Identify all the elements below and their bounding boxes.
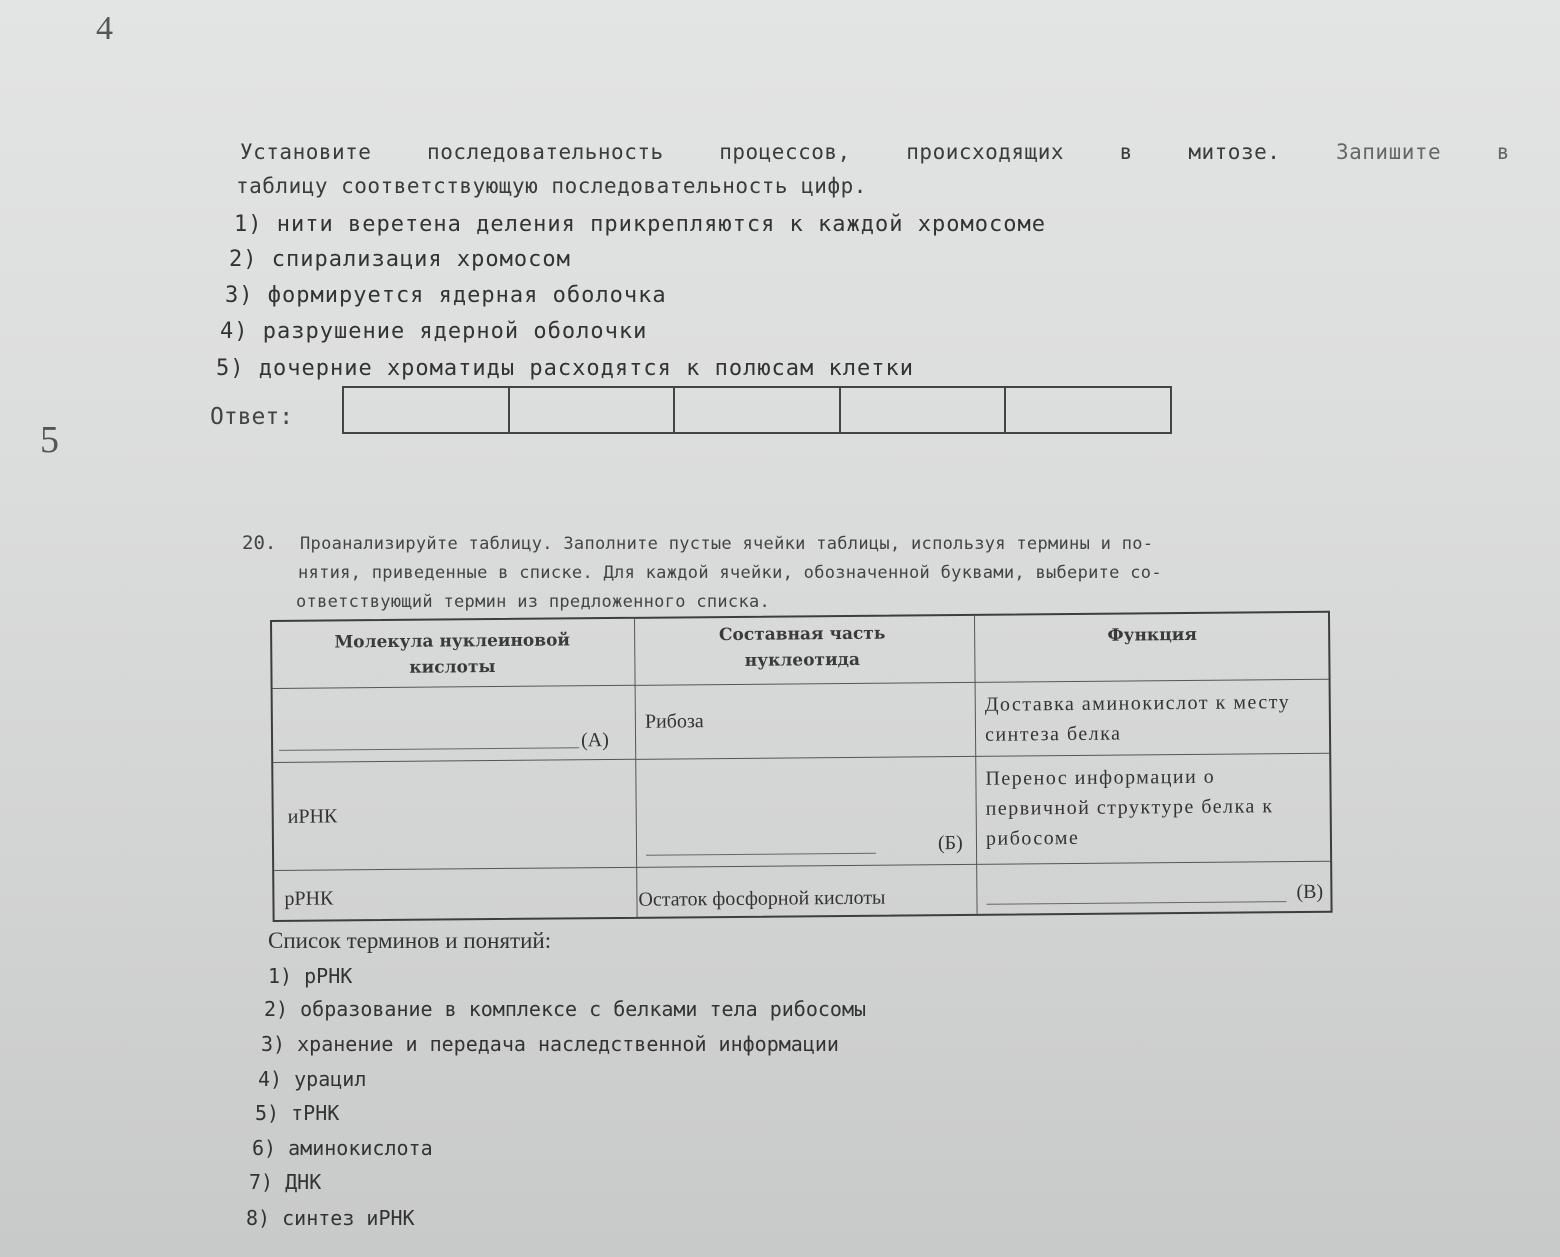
cell-molecule: рРНК [284,887,334,910]
sequence-item: 5) дочерние хроматиды расходятся к полюсам клетки [216,356,915,381]
task20-text-line: ответствующий термин из предложенного списка. [296,592,771,612]
cell-molecule: иРНК [287,805,338,828]
term-item: 1) рРНК [268,964,353,988]
sequence-item: 4) разрушение ядерной оболочки [220,319,648,344]
task20-number: 20. [242,532,277,554]
intro-word: Запишите [1336,140,1442,164]
term-item: 5) тРНК [255,1101,340,1125]
cell-component: Рибоза [644,710,704,733]
term-item: 3) хранение и передача наследственной информации [261,1032,839,1056]
blank-line-v [987,901,1287,905]
answer-label: Ответ: [210,404,294,430]
nucleic-acid-table [270,611,1333,922]
header-function: Функция [1107,624,1197,646]
term-item: 4) урацил [258,1067,367,1091]
answer-grid [342,386,1172,434]
intro-word: происходящих [906,140,1064,164]
term-item: 2) образование в комплексе с белками тела рибосомы [264,997,867,1021]
intro-word: в [1119,140,1133,164]
sequence-item: 1) нити веретена деления прикрепляются к каждой хромосоме [234,212,1046,237]
term-item: 8) синтез иРНК [246,1206,415,1230]
header-component: Составная часть нуклеотида [718,623,886,671]
task20-text-line: нятия, приведенные в списке. Для каждой ячейки, обозначенной буквами, выберите со- [298,563,1162,583]
term-item: 6) аминокислота [252,1136,433,1160]
cell-label-a[interactable]: (А) [580,729,609,752]
task20-text-line: Проанализируйте таблицу. Заполните пустые ячейки таблицы, используя термины и по- [300,534,1154,554]
page-number-side: 5 [40,419,59,461]
intro-word: Установите [240,140,372,164]
answer-cell[interactable] [675,388,841,432]
cell-label-v[interactable]: (В) [1296,880,1324,904]
intro-word: митозе. [1188,140,1281,164]
sequence-item: 3) формируется ядерная оболочка [225,283,667,308]
task19-intro-line1 [240,140,1510,164]
task19-intro-line2: таблицу соответствующую последовательность цифр. [236,174,867,198]
cell-label-b[interactable]: (Б) [937,831,963,855]
intro-word: в [1496,140,1510,164]
sequence-item: 2) спирализация хромосом [229,247,571,272]
answer-cell[interactable] [344,388,510,432]
answer-cell[interactable] [510,388,676,432]
term-item: 7) ДНК [249,1170,322,1194]
cell-component: Остаток фосфорной кислоты [638,886,886,911]
cell-function: Доставка аминокислот к месту синтеза белка [984,691,1291,746]
cell-function: Перенос информации о первичной структуре белка к рибосоме [985,765,1274,850]
intro-word: процессов, [719,140,851,164]
intro-word: последовательность [427,140,664,164]
answer-cell[interactable] [841,388,1007,432]
answer-cell[interactable] [1006,388,1170,432]
header-molecule: Молекула нуклеиновой кислоты [334,630,571,678]
page-number-top: 4 [96,10,113,47]
terms-list-title: Список терминов и понятий: [268,928,552,953]
